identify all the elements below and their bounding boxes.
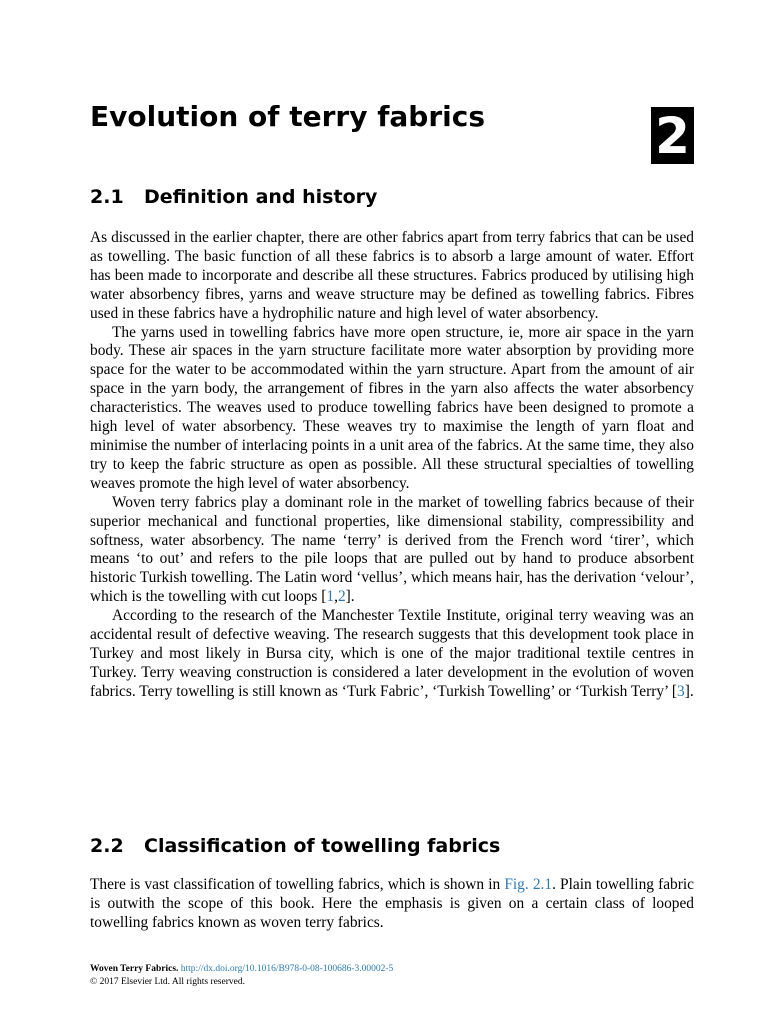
paragraph-text: There is vast classification of towelling fabrics, which is shown in xyxy=(90,876,505,893)
citation-bracket: [ xyxy=(321,588,327,606)
book-title: Woven Terry Fabrics. xyxy=(90,964,179,974)
paragraph-text: . Plain towelling fabric is outwith the scope of this book. Here the emphasis is given on a certain class of looped towelling fabrics known as woven terry fabrics. xyxy=(90,876,694,931)
section-title: Definition and history xyxy=(144,186,378,208)
section-body-2-2 xyxy=(90,876,694,933)
figure-reference-link[interactable]: Fig. 2.1 xyxy=(504,876,553,893)
section-number: 2.2 xyxy=(90,835,124,857)
section-title: Classification of towelling fabrics xyxy=(144,835,501,857)
paragraph-text: Woven terry fabrics play a dominant role in the market of towelling fabrics because of their superior mechanical and functional properties, like dimensional stability, compressibility and softness, water absorbency. The name ‘terry’ is derived from the French word ‘tirer’, which means ‘to out’ and refers to the pile loops that are pulled out by hand to produce absorbent historic Turkish towelling. The Latin word ‘vellus’, which means hair, has the derivation ‘velour’, which is the towelling with cut loops xyxy=(90,493,694,606)
section-heading-2-1 xyxy=(90,186,377,208)
chapter-title: Evolution of terry fabrics xyxy=(90,100,485,133)
citation-bracket: ]. xyxy=(684,682,694,700)
footer-citation-line xyxy=(90,963,393,976)
paragraph: The yarns used in towelling fabrics have more open structure, ie, more air space in the yarn body. These air spaces in the yarn structure facilitate more water absorption by providing more space for the water to be accommodated within the yarn structure. Apart from the amount of air space in the yarn body, the arrangement of fibres in the yarn also affects the water absorbency characteristics. The weaves used to produce towelling fabrics have been designed to promote a high level of water absorbency. These weaves try to maximise the length of yarn float and minimise the number of interlacing points in a unit area of the fabrics. At the same time, they also try to keep the fabric structure as open as possible. All these structural specialties of towelling weaves promote the high level of water absorbency. xyxy=(90,323,694,492)
page-footer xyxy=(90,963,393,989)
copyright-notice: © 2017 Elsevier Ltd. All rights reserved. xyxy=(90,977,245,987)
paragraph xyxy=(90,494,694,607)
paragraph-text: According to the research of the Manchester Textile Institute, original terry weaving was an accidental result of defective weaving. The research suggests that this development took place in Turkey and most likely in Bursa city, which is one of the major traditional textile centres in Turkey. Terry weaving construction is considered a later development in the evolution of woven fabrics. Terry towelling is still known as ‘Turk Fabric’, ‘Turkish Towelling’ or ‘Turkish Terry’ xyxy=(90,607,694,700)
section-number: 2.1 xyxy=(90,186,124,208)
citation-link[interactable]: 3 xyxy=(677,682,685,700)
section-heading-2-2 xyxy=(90,835,500,857)
paragraph: As discussed in the earlier chapter, there are other fabrics apart from terry fabrics that can be used as towelling. The basic function of all these fabrics is to absorb a large amount of water. Effort has been made to incorporate and describe all these structures. Fabrics produced by utilising high water absorbency fibres, yarns and weave structure may be defined as towelling fabrics. Fibres used in these fabrics have a hydrophilic nature and high level of water absorbency. xyxy=(90,229,694,322)
citation-separator: , xyxy=(334,588,338,606)
chapter-number-badge: 2 xyxy=(651,107,694,164)
citation-link[interactable]: 2 xyxy=(337,588,346,606)
citation-bracket: [ xyxy=(671,682,677,700)
paragraph xyxy=(90,876,694,933)
paragraph xyxy=(90,607,694,702)
doi-link[interactable]: http://dx.doi.org/10.1016/B978-0-08-100686-3.00002-5 xyxy=(180,964,394,974)
citation-bracket: ]. xyxy=(345,588,355,606)
section-body-2-1 xyxy=(90,229,694,702)
citation-link[interactable]: 1 xyxy=(326,588,335,606)
